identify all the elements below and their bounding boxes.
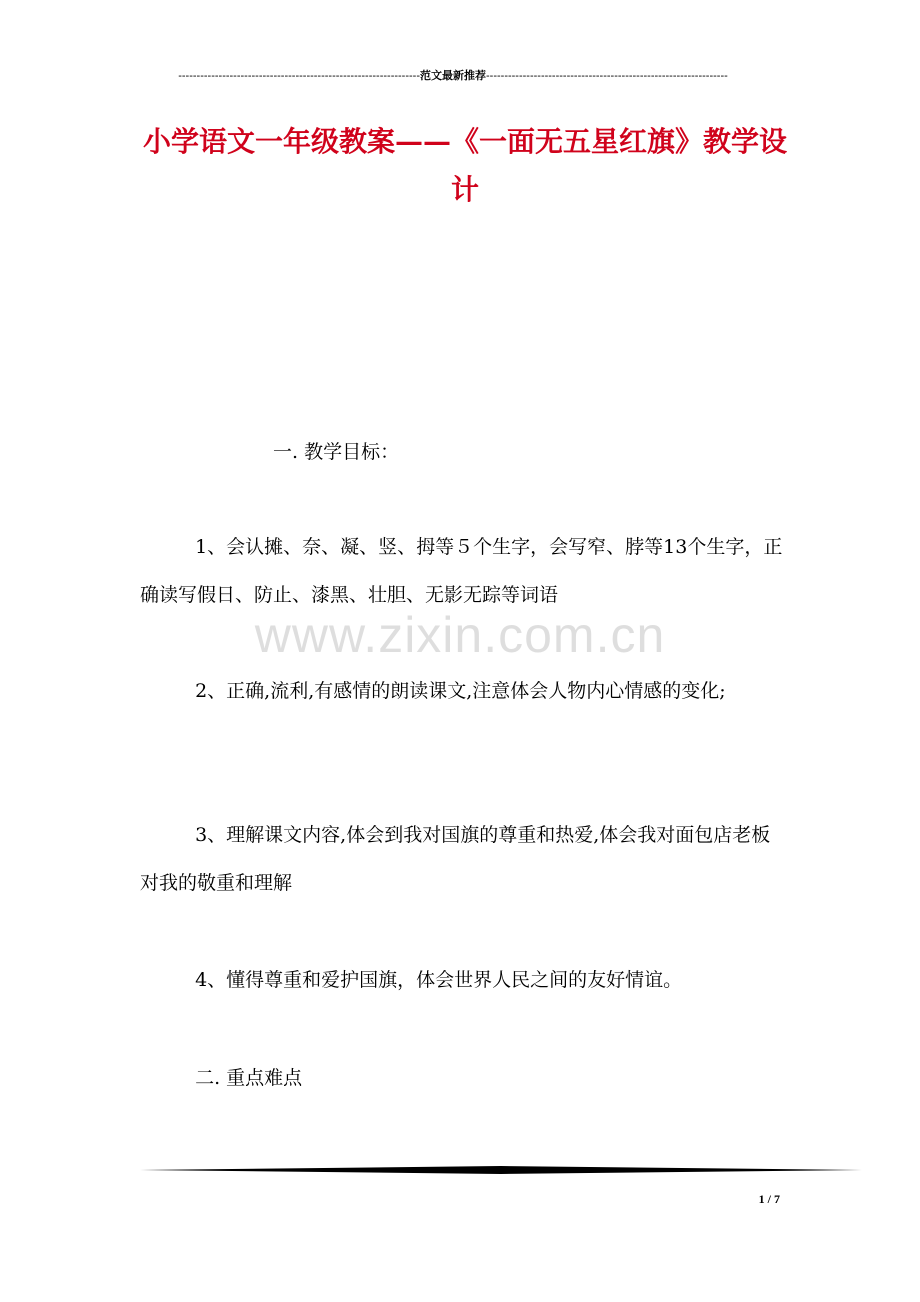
header-dashes-left: ------------------------------------------------------------------ bbox=[178, 70, 420, 82]
objective-item-4: 4、懂得尊重和爱护国旗，体会世界人民之间的友好情谊。 bbox=[195, 969, 683, 991]
footer-rule-shape bbox=[140, 1166, 862, 1174]
header-label: 范文最新推荐 bbox=[420, 70, 486, 82]
objective-item-1: 1、会认摊、奈、凝、竖、拇等５个生字，会写窄、脖等13个生字，正确读写假日、防止、漆黑、壮胆、无影无踪等词语 bbox=[140, 536, 783, 606]
section-heading-objectives: 一. 教学目标： bbox=[273, 441, 400, 463]
section-heading-key-points: 二. 重点难点 bbox=[195, 1067, 303, 1089]
document-title: 小学语文一年级教案——《一面无五星红旗》教学设计 bbox=[142, 125, 787, 206]
header-dashes-right: ------------------------------------------------------------------ bbox=[486, 70, 728, 82]
footer-rule bbox=[140, 1165, 862, 1175]
objective-item-3: 3、理解课文内容,体会到我对国旗的尊重和热爱,体会我对面包店老板对我的敬重和理解 bbox=[140, 824, 771, 894]
watermark: www.zixin.com.cn bbox=[254, 607, 666, 663]
page-number: 1 / 7 bbox=[758, 1192, 780, 1206]
objective-item-2: 2、正确,流利,有感情的朗读课文,注意体会人物内心情感的变化; bbox=[195, 680, 726, 702]
page-header bbox=[138, 68, 768, 84]
